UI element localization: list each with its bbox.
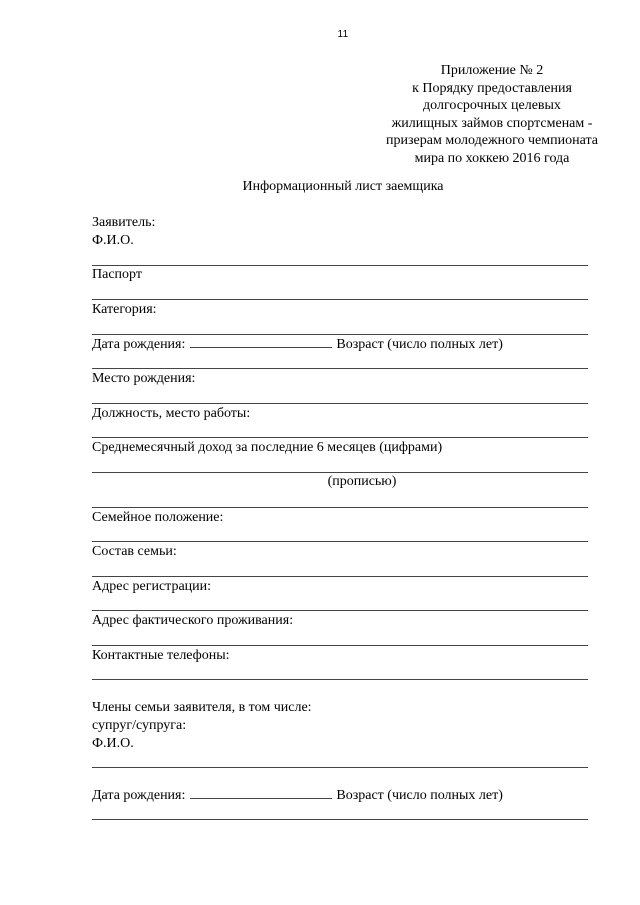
applicant-fio-label: Ф.И.О.: [92, 233, 134, 248]
spouse-birth-date-label: Дата рождения:: [92, 788, 186, 803]
income-in-words-label: (прописью): [327, 474, 397, 489]
birth-place-label: Место рождения:: [92, 371, 196, 386]
family-composition-line[interactable]: [92, 576, 588, 577]
appendix-line: к Порядку предоставления: [412, 80, 572, 96]
applicant-fio-line[interactable]: [92, 265, 588, 266]
family-members-heading: Члены семьи заявителя, в том числе:: [92, 700, 312, 715]
applicant-heading: Заявитель:: [92, 215, 156, 230]
appendix-line: жилищных займов спортсменам -: [391, 115, 593, 131]
position-workplace-line[interactable]: [92, 437, 588, 438]
registration-address-label: Адрес регистрации:: [92, 579, 212, 594]
phones-line[interactable]: [92, 679, 588, 680]
appendix-line: долгосрочных целевых: [423, 98, 561, 113]
appendix-line: мира по хоккею 2016 года: [414, 150, 570, 166]
passport-label: Паспорт: [92, 267, 142, 282]
category-line[interactable]: [92, 334, 588, 335]
passport-line[interactable]: [92, 299, 588, 300]
family-composition-label: Состав семьи:: [92, 544, 177, 559]
spouse-fio-line[interactable]: [92, 767, 588, 768]
spouse-label: супруг/супруга:: [92, 718, 187, 733]
appendix-header: [332, 62, 640, 167]
appendix-line: призерам молодежного чемпионата: [386, 133, 598, 148]
actual-address-line[interactable]: [92, 645, 588, 646]
birth-date-row: [92, 336, 503, 354]
registration-address-line[interactable]: [92, 610, 588, 611]
page-number: 11: [337, 29, 349, 40]
spouse-age-label: Возраст (число полных лет): [336, 788, 503, 803]
category-label: Категория:: [92, 302, 157, 317]
spouse-birth-date-line[interactable]: [92, 819, 588, 820]
birth-date-line[interactable]: [92, 368, 588, 369]
appendix-line: Приложение № 2: [440, 63, 544, 78]
income-words-line[interactable]: [92, 507, 588, 508]
document-title: Информационный лист заемщика: [242, 179, 444, 194]
age-label: Возраст (число полных лет): [336, 337, 503, 352]
position-workplace-label: Должность, место работы:: [92, 406, 251, 421]
marital-status-line[interactable]: [92, 541, 588, 542]
birth-date-blank[interactable]: [190, 336, 332, 348]
marital-status-label: Семейное положение:: [92, 510, 224, 525]
income-digits-line[interactable]: [92, 472, 588, 473]
actual-address-label: Адрес фактического проживания:: [92, 613, 294, 628]
spouse-birth-date-row: [92, 787, 503, 805]
birth-date-label: Дата рождения:: [92, 337, 186, 352]
income-label: Среднемесячный доход за последние 6 месяцев (цифрами): [92, 440, 443, 455]
birth-place-line[interactable]: [92, 403, 588, 404]
spouse-birth-date-blank[interactable]: [190, 787, 332, 799]
phones-label: Контактные телефоны:: [92, 648, 230, 663]
spouse-fio-label: Ф.И.О.: [92, 736, 134, 751]
